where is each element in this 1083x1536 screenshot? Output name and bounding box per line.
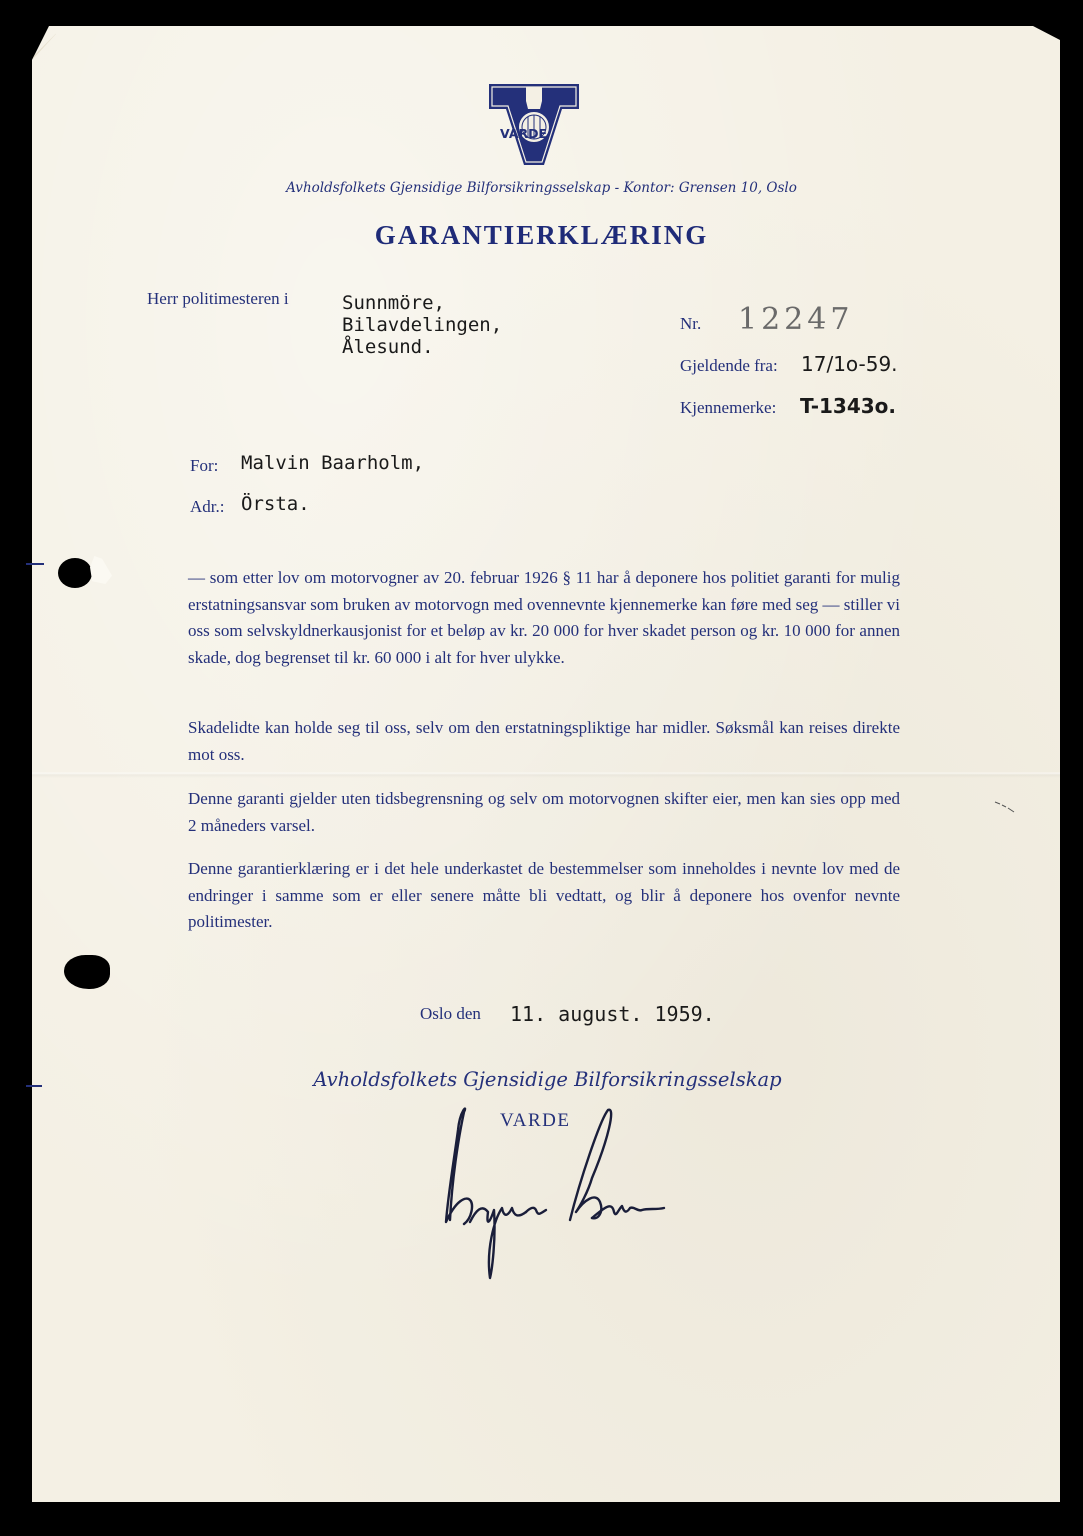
recipient-line: Bilavdelingen,	[342, 314, 503, 336]
paragraph-guarantee: — som etter lov om motorvogner av 20. februar 1926 § 11 har å deponere hos politiet garanti for mulig erstatningsansvar som bruken av motorvogn med ovennevnte kjennemerke kan føre med seg — stiller vi oss som selvskyldnerkausjonist for et beløp av kr. 20 000 for hver skadet person og kr. 10 000 for annen skade, dog begrenset til kr. 60 000 i alt for hver ulykke.	[188, 568, 900, 667]
paragraph-claims: Skadelidte kan holde seg til oss, selv om den erstatningspliktige har midler. Søksmål kan reises direkte mot oss.	[188, 718, 900, 764]
punch-hole-bottom	[64, 955, 110, 989]
registration-value: T-1343o.	[800, 394, 897, 418]
for-label: For:	[190, 456, 219, 475]
handwritten-signature-icon	[430, 1100, 710, 1300]
number-value: 12247	[738, 302, 854, 337]
paragraph-legal-terms: Denne garantierklæring er i det hele underkastet de bestemmelser som inneholdes i nevnte lov med de endringer i samme som er eller senere måtte bli vedtatt, og blir å deponere hos ovenfor nevnte politimester.	[188, 859, 900, 931]
paragraph-duration: Denne garanti gjelder uten tidsbegrensning og selv om motorvognen skifter eier, men kan sies opp med 2 måneders varsel.	[188, 789, 900, 835]
recipient-address	[342, 292, 502, 358]
recipient-line: Ålesund.	[342, 336, 434, 358]
valid-from-value: 17/1o-59.	[801, 352, 898, 376]
letterhead-company-line: Avholdsfolkets Gjensidige Bilforsikringsselskap - Kontor: Grensen 10, Oslo	[286, 180, 797, 196]
document-title: GARANTIERKLÆRING	[374, 220, 709, 250]
address-label: Adr.:	[190, 497, 225, 516]
punch-hole-top	[58, 558, 92, 588]
margin-mark-top	[26, 563, 44, 565]
number-label: Nr.	[680, 314, 702, 333]
varde-logo-icon	[488, 83, 580, 167]
signature-company: Avholdsfolkets Gjensidige Bilforsikringsselskap	[313, 1068, 782, 1091]
place-label: Oslo den	[420, 1004, 481, 1023]
address-value: Örsta.	[241, 493, 310, 515]
date-value: 11. august. 1959.	[510, 1002, 715, 1026]
logo-text: VARDE	[500, 126, 548, 141]
recipient-label: Herr politimesteren i	[147, 289, 289, 308]
valid-from-label: Gjeldende fra:	[680, 356, 778, 375]
registration-label: Kjennemerke:	[680, 398, 777, 417]
recipient-line: Sunnmöre,	[342, 292, 445, 314]
ink-fleck	[994, 800, 1016, 814]
for-value: Malvin Baarholm,	[241, 452, 425, 474]
signature-company-name: VARDE	[500, 1110, 571, 1131]
